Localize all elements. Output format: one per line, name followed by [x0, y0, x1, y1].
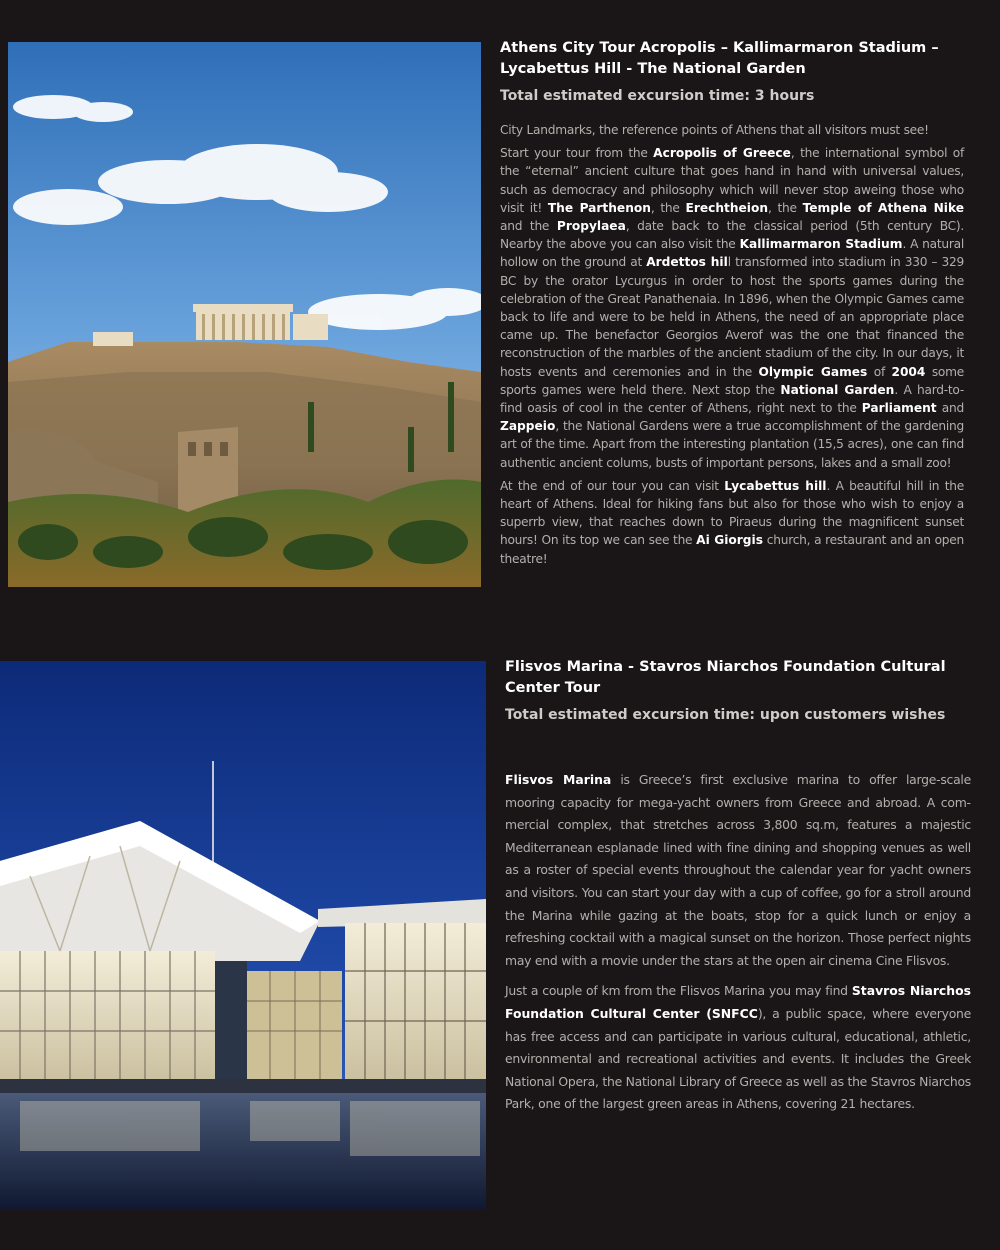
tour-description-continued: At the end of our tour you can visit Lycabettus hill. A beautiful hill in the heart of Athens. Ideal for hiking fans but also for those who wish to enjoy a superrb view, that reaches down to Piraeus during the magnificent sunset hours! On its top we can see the Ai Giorgis church, a restaurant and an open theatre!	[500, 478, 964, 566]
tour-flisvos-section	[505, 657, 971, 1116]
tour-description: Flisvos Marina is Greece’s first exclusive marina to offer large-scale mooring capacity for mega-yacht owners from Greece and abroad. A commercial complex, that stretches across 3,800 sq.m, features a majestic Mediterranean esplanade lined with fine dining and shopping venues as well as a roster of special events throughout the calendar year for yacht owners and visitors. You can start your day with a cup of coffee, go for a stroll around the Marina while gazing at the boats, stop for a quick lunch or enjoy a refreshing cocktail with a magical sunset on the horizon. Those perfect nights may end with a movie under the stars at the open air cinema Cine Flisvos.	[505, 772, 971, 968]
tour-description: Start your tour from the Acropolis of Greece, the international symbol of the “eternal” ancient culture that goes hand in hand with universal values, such as democracy and philosophy which will never stop aweing those who visit it! The Parthenon, the Erechtheion, the Temple of Athena Nike and the Propylaea, date back to the classical period (5th century BC). Nearby the above you can also visit the Kallimarmaron Stadium. A natural hollow on the ground at Ardettos hill transformed into stadium in 330 – 329 BC by the orator Lycurgus in order to host the sports games during the celebration of the Great Panathenaia. In 1896, when the Olympic Games came back to life and were to be held in Athens, the need of an appropriate place came up. The benefactor Georgios Averof was the one that financed the reconstruction of the marbles of the ancient stadium of the city. In our days, it hosts events and ceremonies and in the Olympic Games of 2004 some sports games were held there. Next stop the National Garden. A hard-to-find oasis of cool in the center of Athens, right next to the Parliament and Zappeio, the National Gardens were a true accomplishment of the gardening art of the time. Apart from the interesting plantation (15,5 acres), one can find authentic ancient colums, busts of important persons, lakes and a small zoo!	[500, 146, 965, 470]
tour-intro: City Landmarks, the reference points of Athens that all visitors must see!	[500, 123, 929, 137]
tour-athens-section	[500, 38, 964, 568]
tour-description-continued: Just a couple of km from the Flisvos Marina you may find Stavros Niarchos Foundation Cultural Center (SNFCC), a public space, where everyone has free access and can participate in various cultural, educational, athletic, environmental and recreational activities and events. It includes the Greek National Opera, the National Library of Greece as well as the Stavros Niarchos Park, one of the largest green areas in Athens, covering 21 hectares.	[505, 983, 972, 1112]
tour-duration: Total estimated excursion time: upon customers wishes	[505, 707, 946, 723]
tour-title: Athens City Tour Acropolis – Kallimarmaron Stadium – Lycabettus Hill - The National Garden	[500, 40, 939, 77]
tour-duration: Total estimated excursion time: 3 hours	[500, 88, 815, 104]
acropolis-photo	[8, 42, 481, 587]
snfcc-photo	[0, 661, 486, 1210]
tour-title: Flisvos Marina - Stavros Niarchos Foundation Cultural Center Tour	[505, 659, 946, 696]
